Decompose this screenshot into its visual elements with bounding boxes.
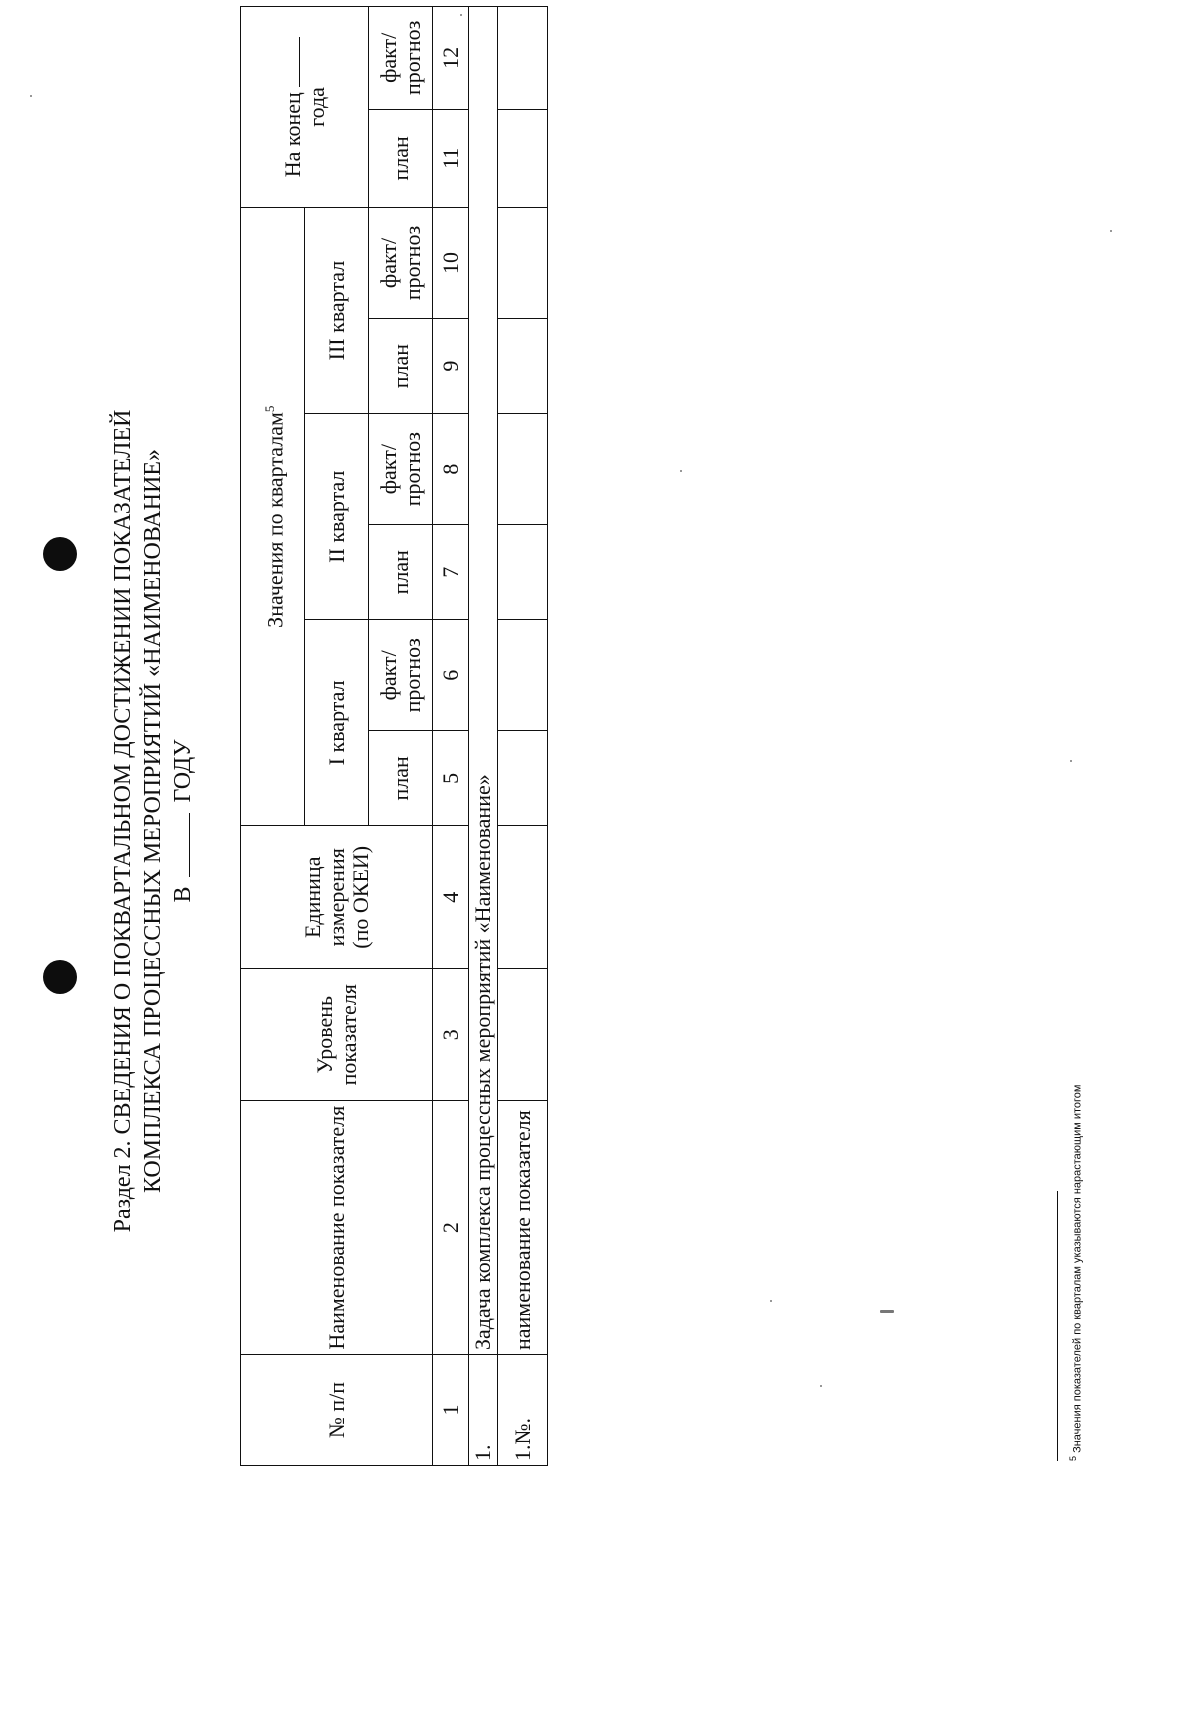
row-cell [498, 319, 548, 414]
footnote-divider [1057, 1191, 1058, 1461]
header-year-end [241, 7, 369, 208]
title-line-3 [168, 171, 198, 1471]
column-number: 11 [433, 109, 469, 207]
header-q1-plan: план [369, 731, 433, 826]
footnote-marker: 5 [1068, 1455, 1078, 1461]
column-number: 9 [433, 319, 469, 414]
header-year-fact: факт/ прогноз [369, 7, 433, 110]
column-number: 6 [433, 620, 469, 731]
section-row [469, 7, 498, 1466]
year-blank [171, 813, 190, 877]
column-number: 2 [433, 1101, 469, 1355]
row-cell [498, 620, 548, 731]
row-cell [498, 207, 548, 318]
column-number: 8 [433, 414, 469, 525]
section-row-text: Задача комплекса процессных мероприятий «Наименование» [469, 7, 498, 1355]
header-q3-fact: факт/ прогноз [369, 207, 433, 318]
header-q1: I квартал [305, 620, 369, 826]
section-title [108, 171, 198, 1471]
section-row-num: 1. [469, 1355, 498, 1466]
header-year-end-suffix: года [303, 87, 329, 127]
column-number: 7 [433, 525, 469, 620]
title-line-2: КОМПЛЕКСА ПРОЦЕССНЫХ МЕРОПРИЯТИЙ «НАИМЕНОВАНИЕ» [140, 449, 166, 1193]
row-num: 1.№. [498, 1355, 548, 1466]
column-number: 12 [433, 7, 469, 110]
header-name: Наименование показателя [241, 1101, 433, 1355]
year-end-blank [283, 37, 300, 87]
column-number-row [433, 7, 469, 1466]
header-unit: Единица измерения (по ОКЕИ) [241, 826, 433, 969]
row-cell [498, 109, 548, 207]
column-number: 4 [433, 826, 469, 969]
row-cell [498, 414, 548, 525]
footnote [1068, 1085, 1084, 1461]
header-quarters-group [241, 207, 305, 825]
row-cell [498, 731, 548, 826]
indicators-table [240, 6, 548, 1466]
title-line-1: Раздел 2. СВЕДЕНИЯ О ПОКВАРТАЛЬНОМ ДОСТИЖЕНИИ ПОКАЗАТЕЛЕЙ [110, 409, 136, 1233]
header-quarters-label: Значения по кварталам [262, 412, 288, 628]
row-cell [498, 7, 548, 110]
column-number: 5 [433, 731, 469, 826]
row-indicator-name: наименование показателя [498, 1101, 548, 1355]
header-q2-plan: план [369, 525, 433, 620]
header-row-1 [241, 7, 305, 1466]
footnote-text: Значения показателей по кварталам указываются нарастающим итогом [1071, 1084, 1084, 1453]
table-row [498, 7, 548, 1466]
column-number: 1 [433, 1355, 469, 1466]
title-year-prefix: В [170, 886, 196, 903]
header-year-plan: план [369, 109, 433, 207]
title-year-suffix: ГОДУ [170, 739, 196, 803]
row-cell [498, 826, 548, 969]
column-number: 10 [433, 207, 469, 318]
header-year-end-prefix: На конец [279, 92, 305, 178]
header-q3-plan: план [369, 319, 433, 414]
row-cell [498, 525, 548, 620]
header-q1-fact: факт/ прогноз [369, 620, 433, 731]
header-q2: II квартал [305, 414, 369, 620]
header-num: № п/п [241, 1355, 433, 1466]
column-number: 3 [433, 969, 469, 1101]
header-q3: III квартал [305, 207, 369, 413]
footnote-ref: 5 [261, 405, 277, 413]
row-cell [498, 969, 548, 1101]
header-level: Уровень показателя [241, 969, 433, 1101]
header-q2-fact: факт/ прогноз [369, 414, 433, 525]
